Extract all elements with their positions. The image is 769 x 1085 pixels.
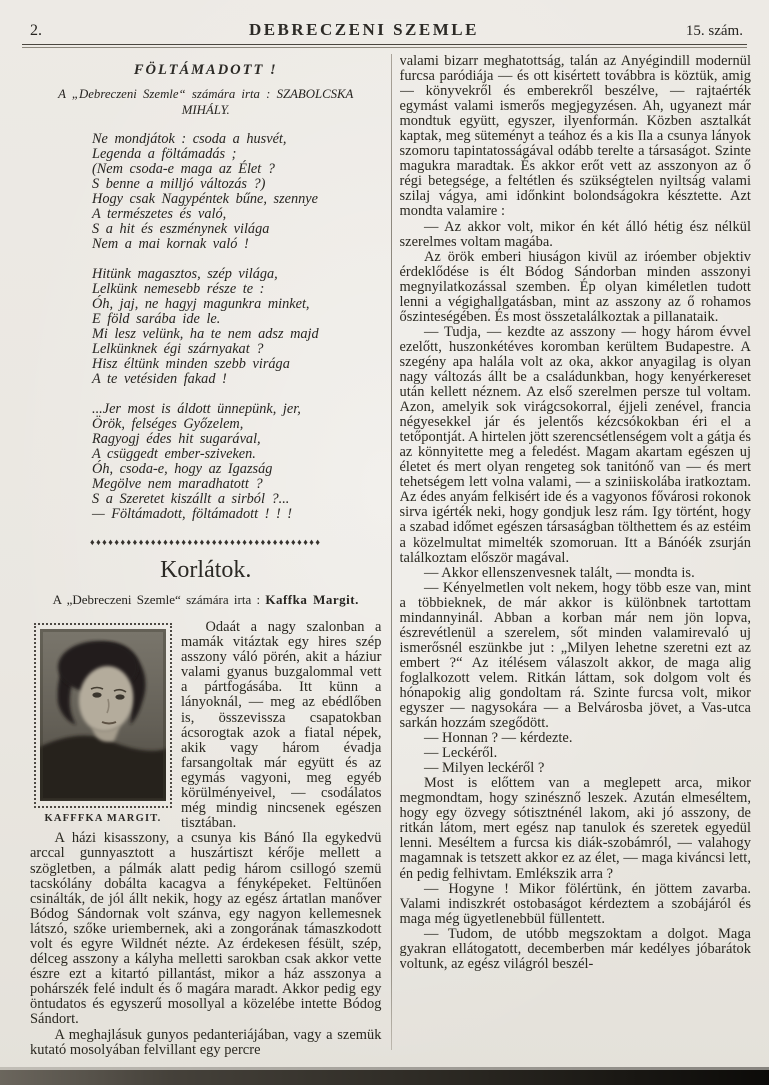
article-paragraph: valami bizarr meghatottság, talán az Anyégindill modernül furcsa paródiája — és ott kisértett továbbra is köztük, amig — könyvekről és emberekről beszélve, — rajtaérték egymást valami ismerős megjegyzésen. Ah, ugyanezt már mondtuk együtt, egyszer, ilyenformán. Közben asztalkát kaptak, meg süteményt a teához és a kis Ila a csunya lányok szomoru tapintatosságával odább terelte a társaságot. Szinte magukra maradtak. És akkor erőt vett az asszonyon az ő régi betegsége, a feltétlen és szükségtelen nyiltság valami szilaj vágya, ami időnkint bolondságokra késztette. Azt mondta valamire :: [399, 54, 751, 220]
left-column: [30, 54, 382, 1064]
poem-line: S benne a milljó változás ?): [92, 176, 266, 192]
column-divider-rule: [391, 54, 392, 1050]
poem-line: Legenda a föltámadás ;: [92, 146, 237, 162]
dialogue-line: — Az akkor volt, mikor én két álló hétig ész nélkül szerelmes voltam magába.: [399, 218, 751, 250]
issue-number: 15. szám.: [685, 23, 743, 39]
poem-line: Hogy csak Nagypéntek bűne, szennye: [92, 191, 318, 207]
article-body: [30, 620, 382, 1058]
article-byline: [30, 592, 382, 608]
poem-line: A csüggedt ember-sziveken.: [92, 446, 256, 462]
masthead-title: DEBRECZENI SZEMLE: [248, 20, 479, 39]
dialogue-line: — Honnan ? — kérdezte.: [423, 730, 573, 747]
dialogue-line: — Tudom, de utóbb megszoktam a dolgot. Maga gyakran ellátogatott, decemberben már kedélyes jóbarátok voltunk, az egész világról beszél-: [399, 925, 751, 972]
photo-dotted-frame: [34, 623, 172, 808]
dialogue-line: — Milyen leckéről ?: [423, 760, 545, 777]
poem-line: ...Jer most is áldott ünnepünk, jer,: [92, 401, 301, 417]
photo-caption: KAFFFKA MARGIT.: [44, 813, 162, 824]
page-number: 2.: [30, 22, 42, 39]
poem-line: Óh, jaj, ne hagyj magunkra minket,: [92, 296, 310, 312]
poem-line: (Nem csoda-e maga az Élet ?: [92, 161, 275, 177]
poem-line: Lelkünk nemesebb része te :: [92, 281, 265, 297]
page-content: [0, 48, 769, 1064]
poem-line: S a hit és eszménynek világa: [92, 221, 270, 237]
poem-line: A természetes és való,: [92, 206, 227, 222]
article-paragraph: Az örök emberi hiuságon kivül az iróember objektiv érdeklődése is élt Bódog Sándorban minden asszonyi megnyilatkozással szemben. Ép olyan kiméletlen tudott lenni a végighallgatásban, mint az asszony az ő rohamos őszinteségében. És most összetalálkoztak a pillanataik.: [399, 248, 751, 325]
diamond-divider: ♦♦♦♦♦♦♦♦♦♦♦♦♦♦♦♦♦♦♦♦♦♦♦♦♦♦♦♦♦♦♦♦♦♦♦♦♦♦: [89, 537, 322, 547]
poem-line: E föld sarába ide le.: [92, 311, 221, 327]
dialogue-line: — Tudja, — kezdte az asszony — hogy három évvel ezelőtt, huszonkétéves koromban kerültem Budapestre. A szegény apa halála volt az oka, akkor anyagilag is olyan nagy változás állt be a családunkban, hogy kenyérkereset után kellett néznem. Az első szerelmen persze tul voltam. Azon, amelyik sok virágcsokorral, éjjeli zenével, francia négyesekkel jár és jelentős kézcsókokban éri el a tetőpontját. A hirtelen jött szerencsétlenségem volt a gátja és az könnyitette meg a feledést. Magam akartam egészen uj életet és mert olyan rengeteg sok tanitónő van — és mert tehetségem lett volna valami, — a sziniiskolába iratkoztam. Az édes anyám felkisért ide és a vagyonos fővárosi rokonok sirva igérték neki, hogy gondjuk lesz rám. Igy történt, hogy a szabad időmet egészen társaságban tölthettem és az estéim a közelmultat mimelték szomoruan. Itt a Bánóék zsurján találkoztam először magával.: [399, 323, 751, 566]
dialogue-line: — Kényelmetlen volt nekem, hogy több esze van, mint a többieknek, de már akkor is különbnek tartottam mindannyinál. Abban a korban már nem jön lopva, észrevétlenül a szerelem, sőt minden valamirevaló uj ismerősnél eszünkbe jut : „Milyen lehetne szeretni ezt az embert ?“ Az itélésem válaszolt akkor, de maga alig foglalkozott velem. Ritkán láttam, sok dolgom volt és hónapokig alig gondoltam rá. Szinte furcsa volt, mikor egyszer — nagysokára — a Belvárosba jövet, a Vas-utca sarkán hozzám szegődött.: [399, 579, 751, 732]
poem-line: Ne mondjátok : csoda a husvét,: [92, 131, 287, 147]
article-author: Kaffka Margit.: [265, 592, 359, 607]
portrait-figure: [34, 623, 172, 824]
dialogue-line: — Leckéről.: [423, 745, 498, 762]
poem-line: Ragyogj édes hit sugarával,: [92, 431, 261, 447]
poem-line: Óh, csoda-e, hogy az Igazság: [92, 461, 273, 477]
article-title: Korlátok.: [160, 557, 252, 583]
poem-line: — Föltámadott, föltámadott ! ! !: [92, 506, 293, 522]
poem-line: Mi lesz velünk, ha te nem adsz majd: [92, 326, 319, 342]
scan-artifact-bar: [0, 1070, 769, 1085]
poem-line: Hitünk magasztos, szép világa,: [92, 266, 278, 282]
page-header: [0, 0, 769, 44]
poem-line: Hisz éltünk minden szebb virága: [92, 356, 290, 372]
article-paragraph: Odaát a nagy szalonban a mamák vitáztak egy hires szép asszony váló pörén, akit a háziur valami gyanus buzgalommal vett a pártfogásába. Itt künn a lányoknál, — meg az ebédlőben is, összevissza csapatokban ácsorogtak azok a fiatal népek, akik vagy három évadja farsangoltak már együtt és az egymás vagyoni, meg egyéb körülményeivel, — csodálatos még mindig nincsenek egészen tisztában.: [181, 619, 382, 832]
poem-title: FÖLTÁMADOTT !: [133, 62, 278, 78]
poem-line: S a Szeretet kiszállt a sirból ?...: [92, 491, 290, 507]
poem-line: Örök, felséges Győzelem,: [92, 416, 244, 432]
dialogue-line: — Hogyne ! Mikor fölértünk, én jöttem zavarba. Valami indiszkrét ostobaságot kérdeztem a szobájáról és maga még ügyetlenebbül füllentett.: [399, 880, 751, 927]
article-paragraph: Most is előttem van a meglepett arca, mikor megmondtam, hogy szinésznő leszek. Azután elmeséltem, hogy egy özvegy sótisztnénél lakom, aki jó asszony, de ritkán látom, mert egész nap tanulok és szeretek egyedül lenni. Meséltem a furcsa kis diák-szobámról, — valahogy magamnak is tetszett akkor ez az élet, — maga kiváncsi lett, én pedig felhivtam. Emlékszik arra ?: [399, 775, 751, 882]
poem-stanza-1: [92, 132, 382, 252]
poem-stanza-2: [92, 267, 382, 387]
poem-line: Nem a mai kornak való !: [92, 236, 249, 252]
poem-stanza-3: [92, 402, 382, 522]
right-column: [400, 54, 752, 1064]
article-paragraph: A házi kisasszony, a csunya kis Bánó Ila egykedvü arccal gunnyasztott a huszártiszt kérője mellett a szögletben, a pálmák alatt pedig három csillogó szemü tacskólány dobálta kacagva a fényképeket. Feltünően csinálták, de jól állt nekik, hogy az egész ártatlan manőver Bódog Sándornak volt szánva, egy nagyon kellemesnek látszó, szőke uriembernek, aki a zongorának támaszkodott volt és egyre Wildnét nézte. Az érdekesen fésült, szép, délceg asszony a kályha melletti sarokban csak akkor vette észre ezt a kitartó pillantást, mikor a ház asszonya a pohárszék felé indult és ő magára maradt. Akkor pedig egy öntudatos és egyszerű mosollyal a közelébe intette Bódog Sándort.: [30, 830, 382, 1028]
dialogue-line: — Akkor ellenszenvesnek talált, — mondta is.: [423, 564, 695, 581]
article-byline-prefix: A „Debreczeni Szemle“ számára irta :: [52, 592, 266, 607]
portrait-photo: [40, 629, 166, 801]
poem-line: A te vetésiden fakad !: [92, 371, 227, 387]
poem-line: Megölve nem maradhatott ?: [92, 476, 263, 492]
poem-byline: A „Debreczeni Szemle“ számára irta : SZABOLCSKA MIHÁLY.: [58, 87, 354, 117]
article-paragraph: A meghajlásuk gunyos pedanteriájában, vagy a szemük kutató mosolyában felvillant egy percre: [30, 1026, 382, 1058]
poem-line: Lelkünknek égi szárnyakat ?: [92, 341, 264, 357]
